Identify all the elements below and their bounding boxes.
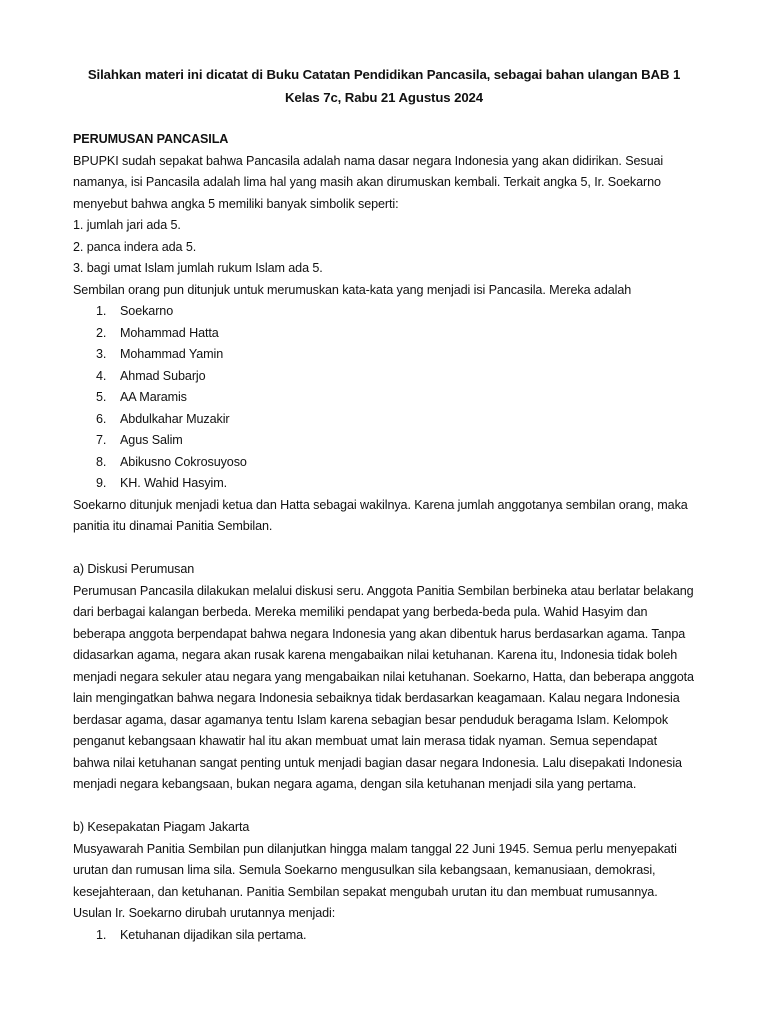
section-title-perumusan: PERUMUSAN PANCASILA	[73, 132, 229, 146]
list-item	[96, 452, 695, 474]
list-number: 5.	[96, 390, 107, 404]
spacer	[73, 538, 695, 560]
section-perumusan-pancasila	[73, 129, 695, 538]
symbol-item: 1. jumlah jari ada 5.	[73, 218, 181, 232]
symbol-item: 2. panca indera ada 5.	[73, 239, 197, 254]
closing-paragraph: Soekarno ditunjuk menjadi ketua dan Hatta sebagai wakilnya. Karena jumlah anggotanya sembilan orang, maka panitia itu dinamai Panitia Sembilan.	[73, 497, 688, 533]
symbol-item: 3. bagi umat Islam jumlah rukum Islam ada 5.	[73, 261, 323, 275]
member-name: Abdulkahar Muzakir	[120, 411, 230, 426]
list-number: 9.	[96, 476, 107, 490]
list-item	[96, 366, 695, 388]
members-intro: Sembilan orang pun ditunjuk untuk merumuskan kata-kata yang menjadi isi Pancasila. Mereka adalah	[73, 282, 632, 297]
sila-order-list	[73, 925, 695, 947]
section-title-piagam: b) Kesepakatan Piagam Jakarta	[73, 820, 250, 834]
intro-paragraph: BPUPKI sudah sepakat bahwa Pancasila adalah nama dasar negara Indonesia yang akan didirikan. Sesuai namanya, isi Pancasila adalah lima hal yang masih akan dirumuskan kembali. Terkait angka 5, Ir. Soekarno menyebut bahwa angka 5 memiliki banyak simbolik seperti:	[73, 153, 664, 211]
header-instruction: Silahkan materi ini dicatat di Buku Catatan Pendidikan Pancasila, sebagai bahan ulangan BAB 1	[87, 67, 681, 82]
diskusi-paragraph: Perumusan Pancasila dilakukan melalui diskusi seru. Anggota Panitia Sembilan berbineka atau berlatar belakang dari berbagai kalangan berbeda. Mereka memiliki pendapat yang berbeda-beda pula. Wahid Hasyim dan beberapa anggota berpendapat bahwa negara Indonesia yang akan dibentuk harus berdasarkan agama. Tanpa didasarkan agama, negara akan rusak karena mengabaikan nilai ketuhanan. Karena itu, Indonesia tidak boleh menjadi negara sekuler atau negara yang mengabaikan nilai ketuhanan. Soekarno, Hatta, dan beberapa anggota lain mengingatkan bahwa negara Indonesia sebaiknya tidak berdasarkan keagamaan. Kalau negara Indonesia berdasar agama, dasar agamanya tentu Islam karena sebagian besar penduduk beragama Islam. Kelompok penganut kebangsaan khawatir hal itu akan membuat umat lain merasa tidak nyaman. Semua sependapat bahwa nilai ketuhanan sangat penting untuk menjadi bagian dasar negara Indonesia. Lalu disepakati Indonesia menjadi negara kebangsaan, bukan negara agama, dengan sila ketuhanan menjadi sila yang pertama.	[73, 583, 694, 791]
list-item	[96, 344, 695, 366]
sila-item-text: Ketuhanan dijadikan sila pertama.	[120, 927, 307, 942]
list-number: 7.	[96, 433, 107, 447]
document-header	[73, 63, 695, 109]
member-name: AA Maramis	[120, 390, 187, 404]
list-number: 2.	[96, 325, 107, 340]
list-number: 6.	[96, 411, 107, 426]
member-name: Agus Salim	[120, 433, 183, 447]
member-name: KH. Wahid Hasyim.	[120, 476, 228, 490]
list-number: 8.	[96, 454, 107, 469]
member-name: Mohammad Hatta	[120, 325, 219, 340]
section-piagam-jakarta	[73, 817, 695, 946]
list-item	[96, 301, 695, 323]
header-class-date: Kelas 7c, Rabu 21 Agustus 2024	[284, 90, 484, 105]
members-list	[73, 301, 695, 495]
section-diskusi-perumusan	[73, 559, 695, 796]
member-name: Mohammad Yamin	[120, 347, 224, 361]
spacer	[73, 796, 695, 818]
list-item	[96, 323, 695, 345]
list-item	[96, 409, 695, 431]
list-item	[96, 387, 695, 409]
list-number: 1.	[96, 304, 107, 318]
member-name: Abikusno Cokrosuyoso	[120, 454, 247, 469]
section-title-diskusi: a) Diskusi Perumusan	[73, 562, 195, 576]
list-item	[96, 473, 695, 495]
member-name: Ahmad Subarjo	[120, 368, 206, 383]
list-item	[96, 925, 695, 947]
list-number: 3.	[96, 347, 107, 361]
member-name: Soekarno	[120, 304, 174, 318]
list-number: 1.	[96, 927, 107, 942]
piagam-paragraph: Musyawarah Panitia Sembilan pun dilanjutkan hingga malam tanggal 22 Juni 1945. Semua perlu menyepakati urutan dan rumusan lima sila. Semula Soekarno mengusulkan sila kebangsaan, kemanusiaan, demokrasi, kesejahteraan, dan ketuhanan. Panitia Sembilan sepakat mengubah urutan itu dan membuat rumusannya. Usulan Ir. Soekarno dirubah urutannya menjadi:	[73, 841, 677, 920]
list-item	[96, 430, 695, 452]
list-number: 4.	[96, 368, 107, 383]
